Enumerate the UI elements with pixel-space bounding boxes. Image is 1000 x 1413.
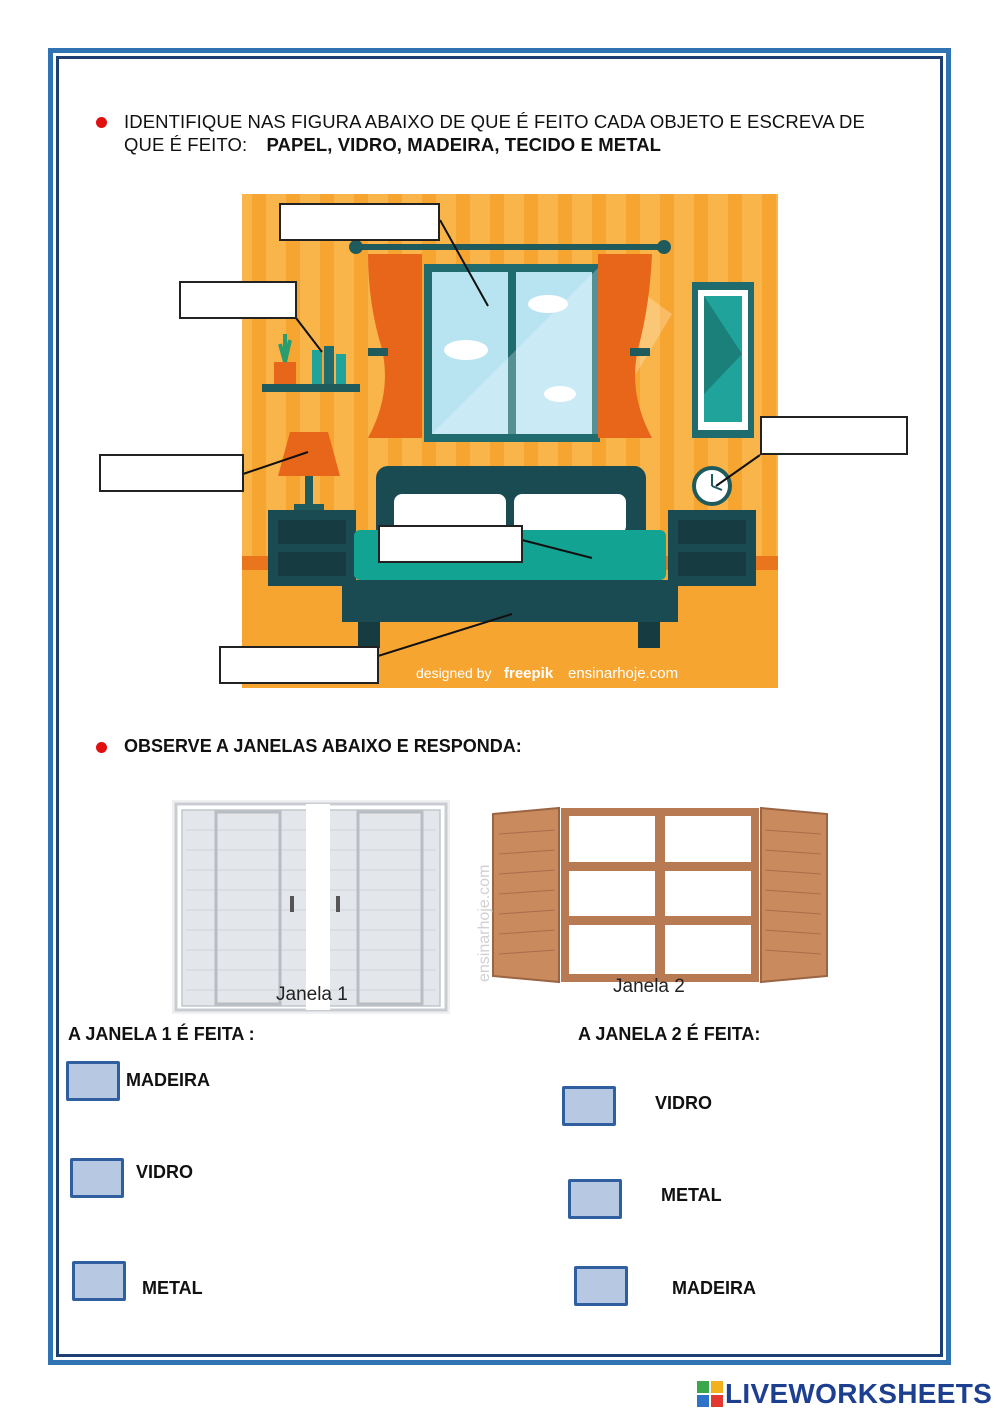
section2-instruction: OBSERVE A JANELAS ABAIXO E RESPONDA: — [124, 736, 522, 756]
bullet-icon — [96, 742, 107, 753]
question-window-2: A JANELA 2 É FEITA: — [578, 1024, 761, 1044]
question-window-1: A JANELA 1 É FEITA : — [68, 1024, 255, 1044]
liveworksheets-brand: LIVEWORKSHEETS — [725, 1378, 993, 1409]
window-2-watermark: ensinarhoje.com — [476, 864, 493, 982]
q1-option-label: MADEIRA — [126, 1070, 210, 1090]
answer-box-lamp[interactable] — [99, 454, 244, 492]
q2-checkbox-metal[interactable] — [568, 1179, 622, 1219]
instruction-options: PAPEL, VIDRO, MADEIRA, TECIDO E METAL — [266, 134, 662, 155]
image-credit: designed by — [416, 665, 492, 681]
answer-box-bed[interactable] — [219, 646, 379, 684]
window-1-caption: Janela 1 — [276, 984, 348, 1005]
window-2-image — [476, 806, 831, 984]
instruction-line-1: IDENTIFIQUE NAS FIGURA ABAIXO DE QUE É FEITO CADA OBJETO E ESCREVA DE — [124, 111, 865, 132]
image-credit-brand: freepik — [504, 665, 554, 682]
q1-checkbox-vidro[interactable] — [70, 1158, 124, 1198]
q1-option-label: METAL — [142, 1278, 203, 1298]
window-1-image — [172, 800, 450, 1014]
q2-option-label: MADEIRA — [672, 1278, 756, 1298]
answer-box-window[interactable] — [279, 203, 440, 241]
q1-option-label: VIDRO — [136, 1162, 194, 1182]
q2-option-label: METAL — [661, 1185, 722, 1205]
window-2-caption: Janela 2 — [613, 976, 685, 997]
q2-checkbox-madeira[interactable] — [574, 1266, 628, 1306]
q1-checkbox-madeira[interactable] — [66, 1061, 120, 1101]
liveworksheets-logo — [697, 1378, 992, 1410]
answer-box-clock[interactable] — [760, 416, 908, 455]
instruction-prefix: QUE É FEITO: — [124, 134, 248, 155]
image-watermark: ensinarhoje.com — [568, 665, 679, 682]
liveworksheets-logo-icon — [697, 1381, 723, 1407]
q2-checkbox-vidro[interactable] — [562, 1086, 616, 1126]
q1-checkbox-metal[interactable] — [72, 1261, 126, 1301]
q2-option-label: VIDRO — [655, 1093, 713, 1113]
answer-box-books[interactable] — [179, 281, 297, 319]
answer-box-bedsheet[interactable] — [378, 525, 523, 563]
